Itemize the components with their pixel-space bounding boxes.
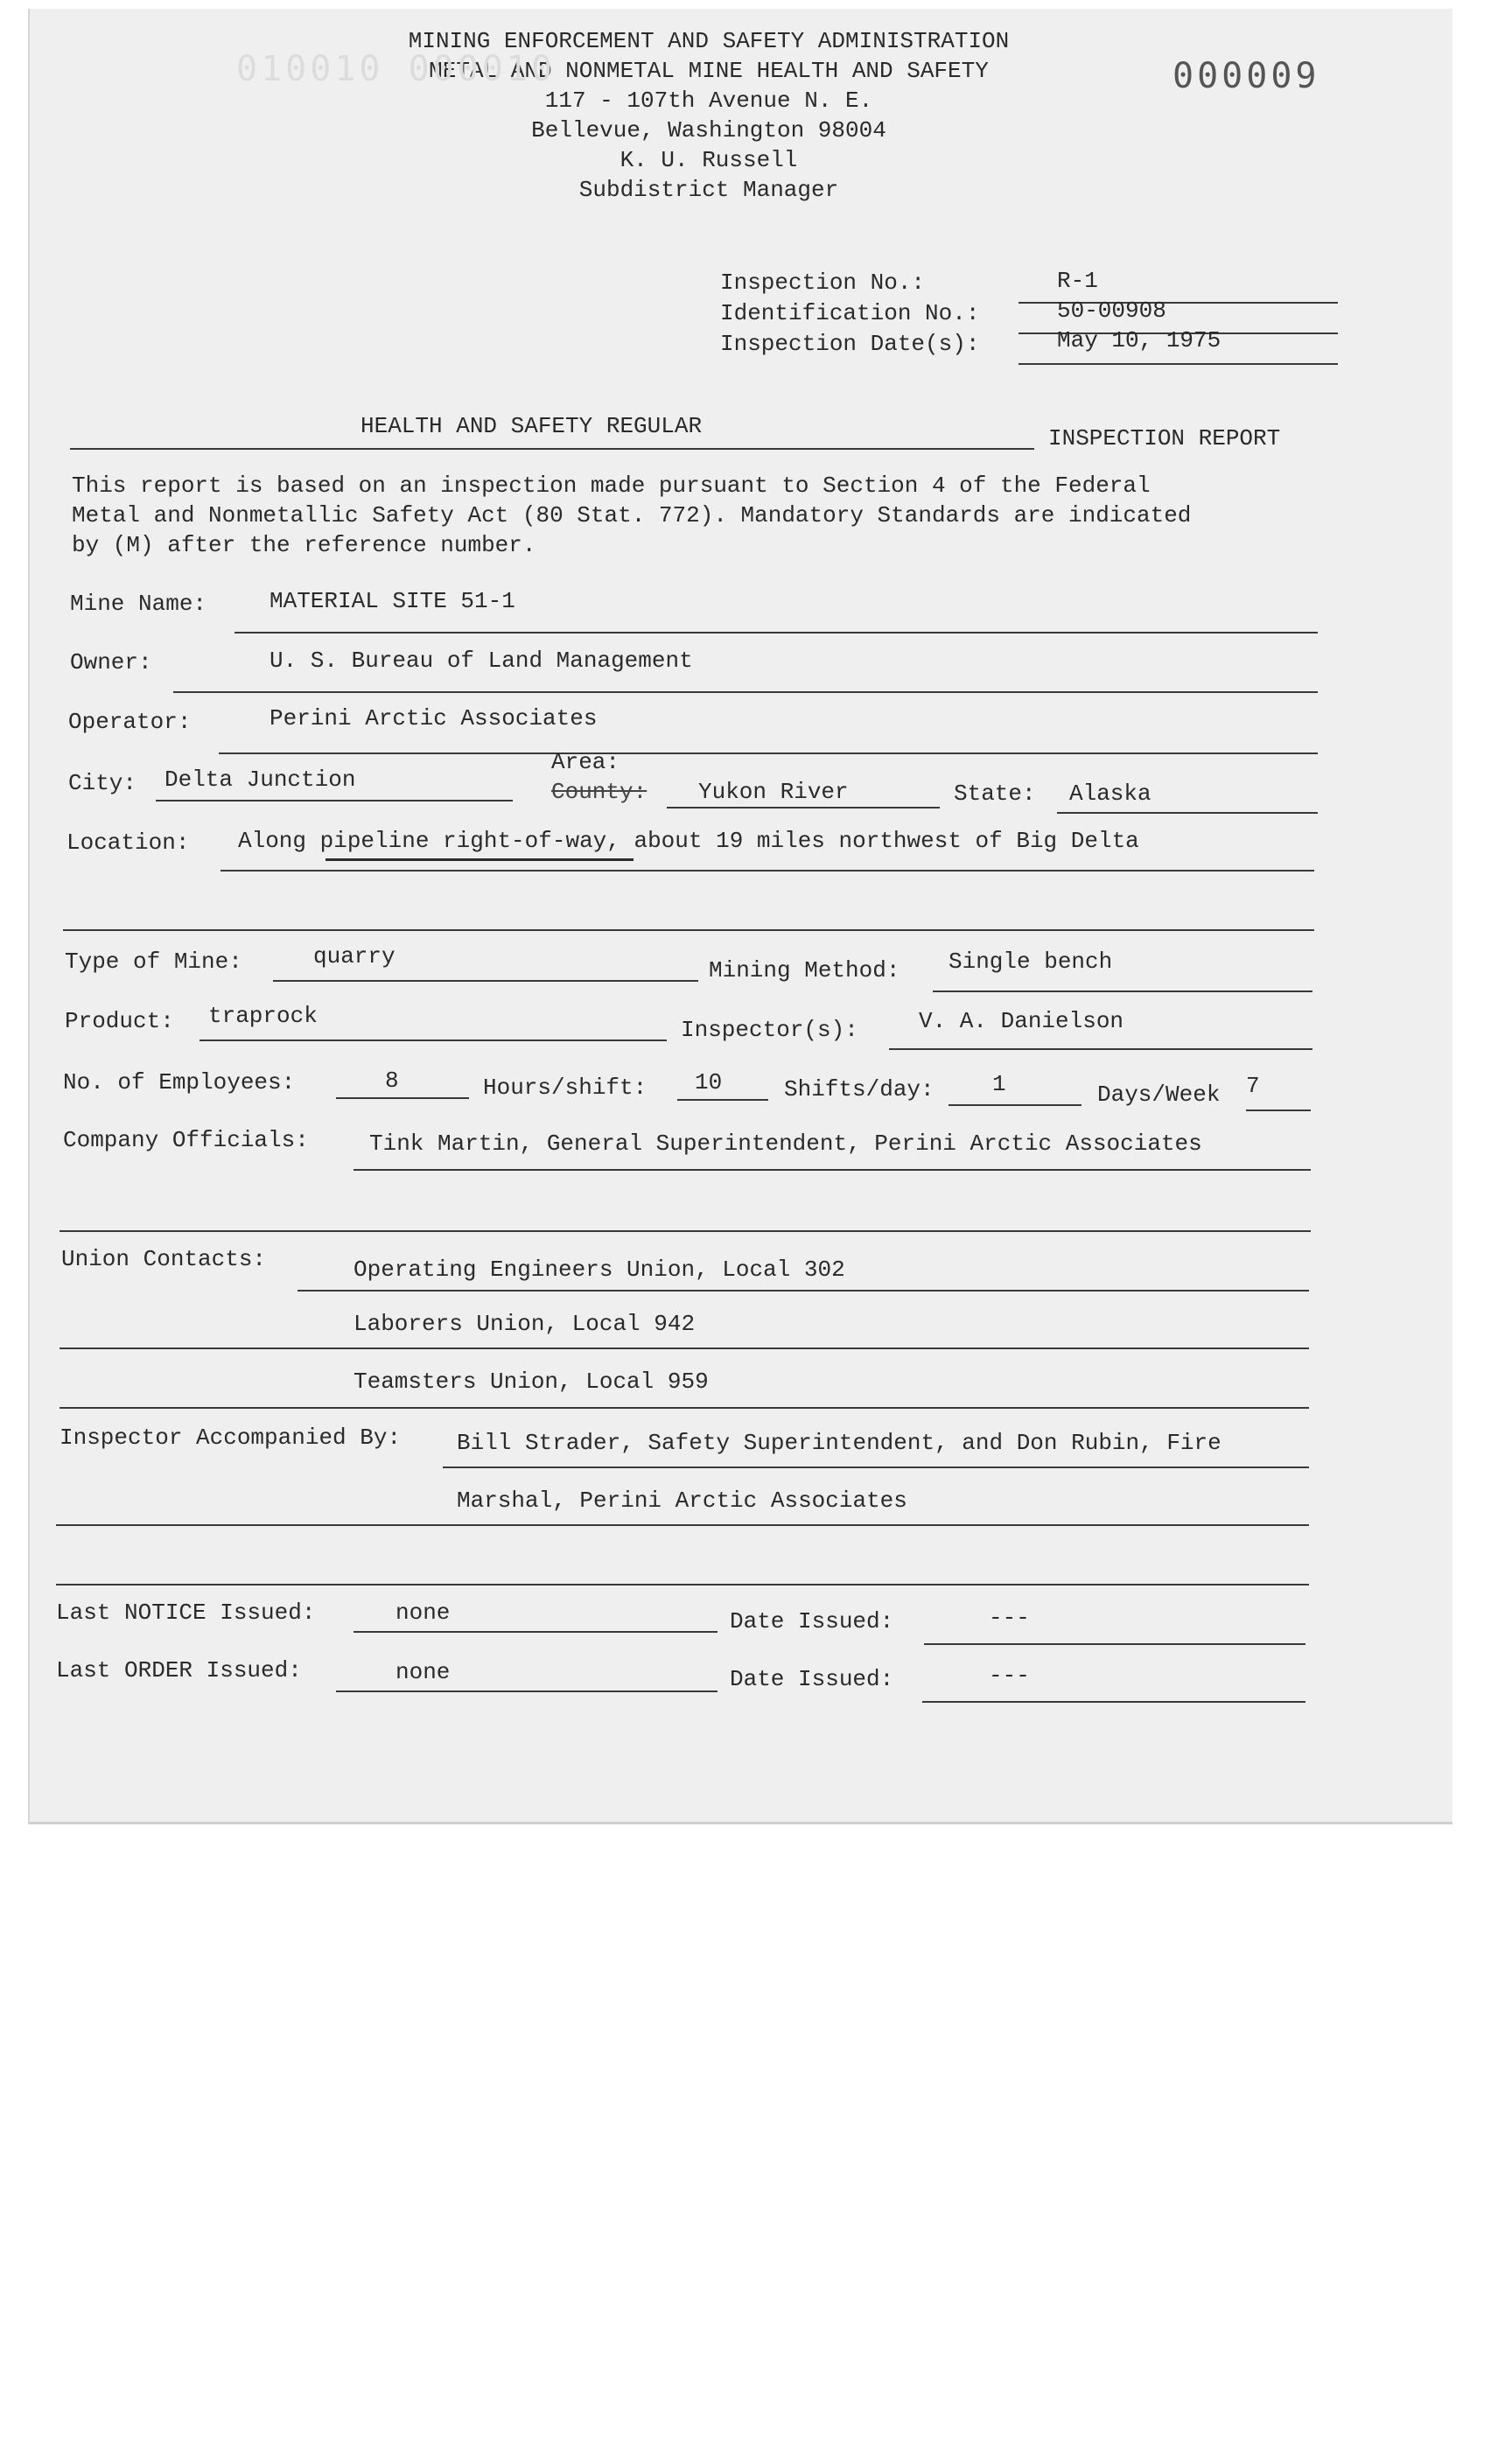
intro-line-3: by (M) after the reference number. xyxy=(72,532,536,558)
operator-label: Operator: xyxy=(68,709,192,735)
inspectors-line xyxy=(889,1048,1312,1050)
officials-extra-line xyxy=(60,1230,1311,1232)
shifts-value: 1 xyxy=(992,1071,1006,1097)
inspection-date-value: May 10, 1975 xyxy=(1057,327,1222,354)
ghost-stamp: 010010 000010 xyxy=(236,49,556,89)
report-type-line xyxy=(70,448,1034,450)
operator-line xyxy=(219,752,1318,754)
employees-value: 8 xyxy=(385,1068,399,1094)
location-value: Along pipeline right-of-way, about 19 miles northwest of Big Delta xyxy=(238,828,1139,854)
order-date-line xyxy=(922,1701,1306,1703)
union-contact-1: Operating Engineers Union, Local 302 xyxy=(354,1256,845,1283)
notice-value: none xyxy=(396,1600,451,1626)
owner-value: U. S. Bureau of Land Management xyxy=(270,648,693,674)
location-line xyxy=(220,870,1314,872)
state-line xyxy=(1057,812,1318,814)
report-type: HEALTH AND SAFETY REGULAR xyxy=(360,413,703,439)
union-line-3 xyxy=(60,1407,1309,1409)
mining-method-line xyxy=(933,990,1312,992)
order-value: none xyxy=(396,1659,451,1685)
accompanied-label: Inspector Accompanied By: xyxy=(60,1424,402,1451)
manager-title: Subdistrict Manager xyxy=(578,177,839,203)
order-date-label: Date Issued: xyxy=(730,1666,894,1692)
hours-value: 10 xyxy=(695,1069,723,1096)
state-value: Alaska xyxy=(1069,780,1152,807)
area-label: Area: xyxy=(551,749,620,775)
inspection-no-label: Inspection No.: xyxy=(720,270,926,296)
agency-name: MINING ENFORCEMENT AND SAFETY ADMINISTRATION xyxy=(408,28,1010,54)
area-value: Yukon River xyxy=(698,779,849,805)
intro-line-1: This report is based on an inspection made pursuant to Section 4 of the Federal xyxy=(72,472,1151,499)
hours-label: Hours/shift: xyxy=(483,1074,648,1101)
notice-date-line xyxy=(924,1643,1306,1645)
accompanied-value-1: Bill Strader, Safety Superintendent, and Don Rubin, Fire xyxy=(457,1430,1222,1456)
product-value: traprock xyxy=(208,1003,318,1029)
report-title: INSPECTION REPORT xyxy=(1048,425,1281,452)
mine-name-label: Mine Name: xyxy=(70,591,207,617)
type-of-mine-value: quarry xyxy=(313,943,396,970)
days-label: Days/Week xyxy=(1097,1082,1221,1108)
owner-line xyxy=(173,691,1318,693)
page-stamp: 000009 xyxy=(1172,56,1320,96)
accompanied-line-2 xyxy=(56,1524,1309,1526)
inspection-no-value: R-1 xyxy=(1057,268,1098,294)
shifts-label: Shifts/day: xyxy=(784,1076,934,1102)
operator-value: Perini Arctic Associates xyxy=(270,705,598,732)
employees-label: No. of Employees: xyxy=(63,1069,296,1096)
accompanied-value-2: Marshal, Perini Arctic Associates xyxy=(457,1488,907,1514)
hours-line xyxy=(677,1099,768,1101)
type-of-mine-line xyxy=(273,980,698,982)
division-name: METAL AND NONMETAL MINE HEALTH AND SAFETY xyxy=(429,58,989,84)
union-line-2 xyxy=(60,1348,1309,1349)
officials-line xyxy=(354,1169,1311,1171)
union-label: Union Contacts: xyxy=(61,1246,267,1272)
county-label-struck: County: xyxy=(551,779,648,805)
officials-label: Company Officials: xyxy=(63,1127,309,1153)
identification-no-value: 50-00908 xyxy=(1057,298,1166,324)
accompanied-line-3 xyxy=(56,1584,1309,1586)
days-value: 7 xyxy=(1246,1073,1260,1099)
days-line xyxy=(1246,1110,1311,1111)
location-label: Location: xyxy=(66,830,190,856)
identification-no-label: Identification No.: xyxy=(720,300,980,326)
order-label: Last ORDER Issued: xyxy=(56,1657,302,1684)
city-line: Bellevue, Washington 98004 xyxy=(531,117,886,144)
location-extra-line xyxy=(63,929,1314,931)
order-line xyxy=(336,1690,718,1692)
address-line: 117 - 107th Avenue N. E. xyxy=(544,88,873,114)
union-contact-3: Teamsters Union, Local 959 xyxy=(354,1368,709,1395)
intro-line-2: Metal and Nonmetallic Safety Act (80 Stat. 772). Mandatory Standards are indicated xyxy=(72,502,1192,528)
notice-date-label: Date Issued: xyxy=(730,1608,894,1634)
city-line xyxy=(156,800,513,802)
inspectors-value: V. A. Danielson xyxy=(919,1008,1124,1034)
city-value: Delta Junction xyxy=(164,766,356,793)
location-pen-underline xyxy=(326,858,634,861)
accompanied-line-1 xyxy=(443,1466,1309,1468)
order-date-value: --- xyxy=(989,1662,1030,1689)
product-line xyxy=(200,1040,667,1041)
state-label: State: xyxy=(954,780,1036,807)
shifts-line xyxy=(948,1104,1082,1106)
owner-label: Owner: xyxy=(70,649,152,676)
mining-method-value: Single bench xyxy=(948,948,1113,975)
city-label: City: xyxy=(68,770,137,796)
notice-label: Last NOTICE Issued: xyxy=(56,1600,316,1626)
manager-name: K. U. Russell xyxy=(620,147,798,173)
area-line xyxy=(667,807,940,808)
mine-name-line xyxy=(234,632,1318,634)
mine-name-value: MATERIAL SITE 51-1 xyxy=(270,588,515,614)
inspection-date-line xyxy=(1018,363,1338,365)
union-contact-2: Laborers Union, Local 942 xyxy=(354,1311,696,1337)
union-line-1 xyxy=(298,1290,1309,1292)
type-of-mine-label: Type of Mine: xyxy=(65,948,242,975)
notice-date-value: --- xyxy=(989,1605,1030,1631)
notice-line xyxy=(354,1631,718,1633)
inspectors-label: Inspector(s): xyxy=(681,1017,858,1043)
inspection-date-label: Inspection Date(s): xyxy=(720,331,980,357)
employees-line xyxy=(336,1097,469,1099)
mining-method-label: Mining Method: xyxy=(709,957,900,984)
officials-value: Tink Martin, General Superintendent, Perini Arctic Associates xyxy=(369,1130,1202,1157)
product-label: Product: xyxy=(65,1008,174,1034)
